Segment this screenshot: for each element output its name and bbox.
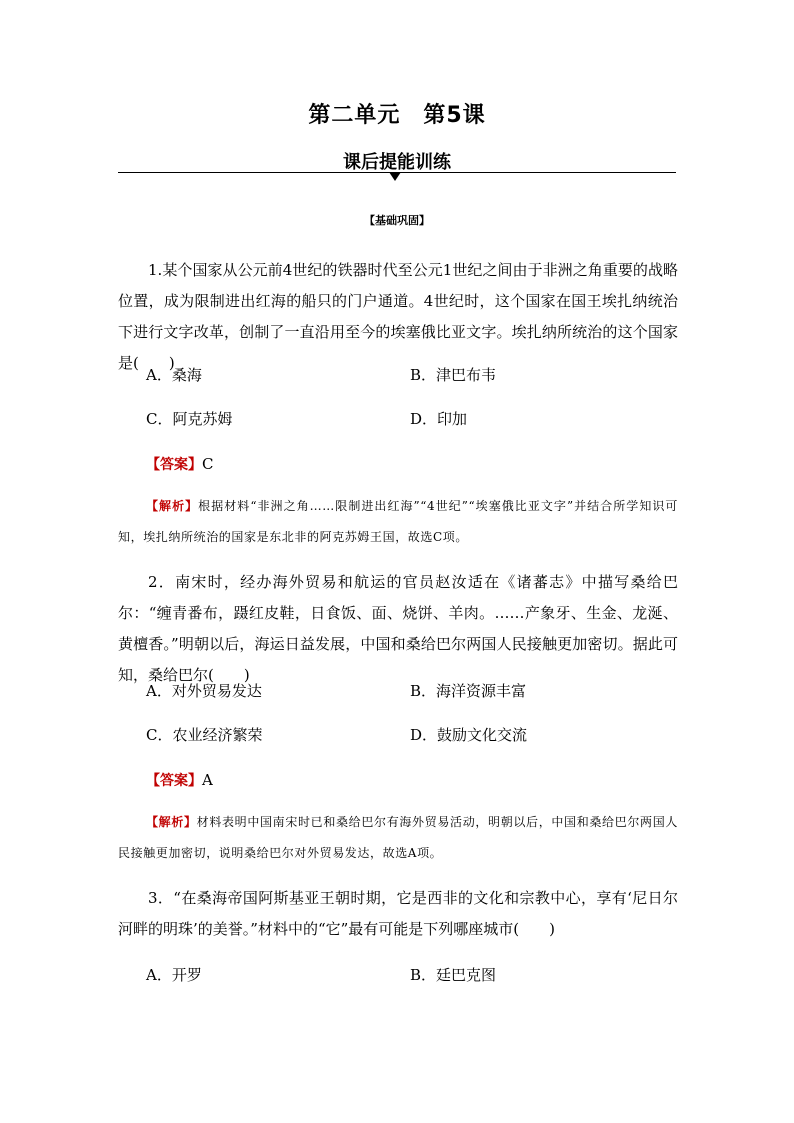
question-1-answer bbox=[146, 454, 213, 474]
question-2-explanation bbox=[118, 807, 678, 869]
question-2-option-c: C．农业经济繁荣 bbox=[146, 726, 263, 744]
question-2-option-b: B．海洋资源丰富 bbox=[410, 682, 527, 700]
question-3-stem: 3．“在桑海帝国阿斯基亚王朝时期，它是西非的文化和宗教中心，享有‘尼日尔河畔的明珠’的美誉。”材料中的“它”最有可能是下列哪座城市( ) bbox=[118, 889, 678, 938]
question-1-option-d: D．印加 bbox=[410, 410, 468, 428]
answer-label: 【答案】 bbox=[146, 773, 202, 789]
question-1-explanation bbox=[118, 491, 678, 553]
explanation-text: 材料表明中国南宋时已和桑给巴尔有海外贸易活动，明朝以后，中国和桑给巴尔两国人民接触更加密切，说明桑给巴尔对外贸易发达，故选A项。 bbox=[118, 815, 678, 860]
answer-value: A bbox=[202, 771, 213, 789]
page-subtitle: 课后提能训练 bbox=[343, 152, 451, 173]
question-2-stem: 2．南宋时，经办海外贸易和航运的官员赵汝适在《诸蕃志》中描写桑给巴尔：“缠青番布，蹑红皮鞋，日食饭、面、烧饼、羊肉。……产象牙、生金、龙涎、黄檀香。”明朝以后，海运日益发展，中国和桑给巴尔两国人民接触更加密切。据此可知，桑给巴尔( ) bbox=[118, 573, 678, 684]
question-2-option-d: D．鼓励文化交流 bbox=[410, 726, 528, 744]
question-2-option-a: A．对外贸易发达 bbox=[146, 682, 262, 700]
page-title: 第二单元 第5课 bbox=[308, 103, 486, 128]
section-heading: 【基础巩固】 bbox=[364, 214, 430, 227]
explanation-text: 根据材料“非洲之角……限制进出红海”“4世纪”“埃塞俄比亚文字”并结合所学知识可知，埃扎纳所统治的国家是东北非的阿克苏姆王国，故选C项。 bbox=[118, 499, 679, 544]
answer-value: C bbox=[202, 455, 214, 473]
explanation-label: 【解析】 bbox=[146, 815, 197, 829]
question-3-option-b: B．廷巴克图 bbox=[410, 966, 497, 984]
question-1-option-a: A．桑海 bbox=[146, 366, 202, 384]
question-1-option-c: C．阿克苏姆 bbox=[146, 410, 233, 428]
answer-label: 【答案】 bbox=[146, 457, 202, 473]
question-1-stem: 1.某个国家从公元前4世纪的铁器时代至公元1世纪之间由于非洲之角重要的战略位置，成为限制进出红海的船只的门户通道。4世纪时，这个国家在国王埃扎纳统治下进行文字改革，创制了一直沿用至今的埃塞俄比亚文字。埃扎纳所统治的这个国家是( ) bbox=[118, 261, 678, 372]
divider-triangle-icon bbox=[389, 172, 401, 181]
question-2-answer bbox=[146, 770, 213, 790]
question-3-option-a: A．开罗 bbox=[146, 966, 202, 984]
question-1-option-b: B．津巴布韦 bbox=[410, 366, 497, 384]
explanation-label: 【解析】 bbox=[146, 499, 199, 513]
